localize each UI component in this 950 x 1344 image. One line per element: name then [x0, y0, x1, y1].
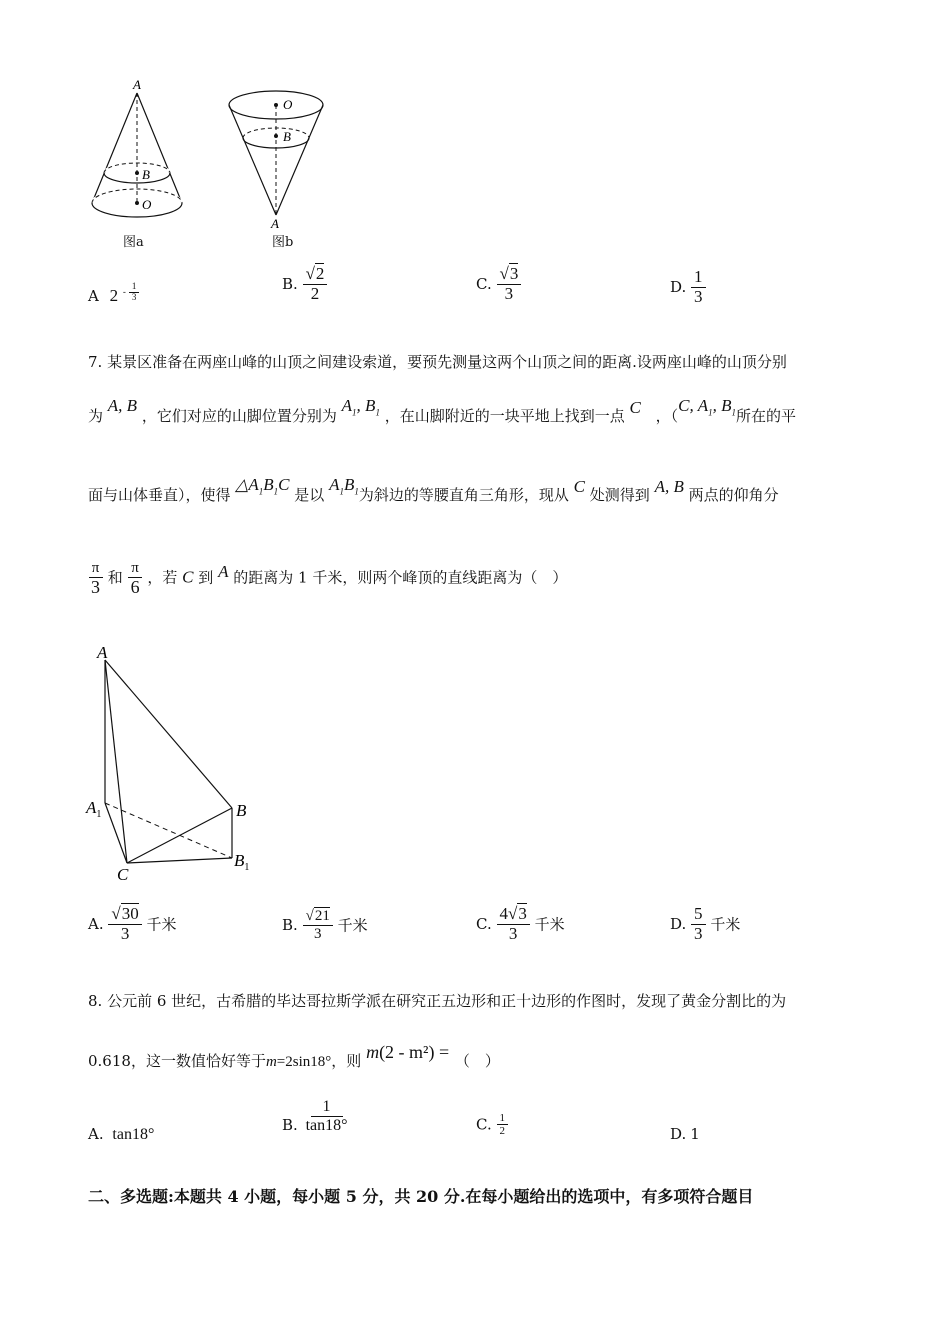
tet-label-A: A [97, 643, 108, 662]
option-label: C. [476, 275, 492, 294]
q7-line-1: 7. 某景区准备在两座山峰的山顶之间建设索道，要预先测量这两个山顶之间的距离.设两座山峰的山顶分别 [88, 353, 787, 371]
q7-option-d[interactable]: D. $\frac{5}{3}$ 千米 [670, 904, 741, 943]
fig-a-label-B: B [142, 167, 150, 182]
q6-option-d[interactable] [670, 268, 706, 306]
fig-a-label-A: A [133, 77, 141, 92]
option-b-num: 2 [315, 264, 325, 283]
option-a-exp-sign: - [122, 287, 126, 298]
fig-a-label-O: O [142, 197, 152, 212]
option-a-exp-den: 3 [131, 291, 137, 302]
q8-line-2: 0.618，这一数值恰好等于m=2sin18°，则 m(2 - m²) = （ ） [88, 1042, 500, 1070]
q7-line-2: 为 A, B ，它们对应的山脚位置分别为 $A_1$, $B_1$ ，在山脚附近的一块平地上找到一点 C ，（C, $A_1$, $B_1$所在的平 [88, 396, 796, 425]
option-label: D. [670, 278, 687, 297]
section-2-heading: 二、多选题:本题共 4 小题，每小题 5 分，共 20 分.在每小题给出的选项中，有多项符合题目 [88, 1187, 754, 1206]
option-b-den: 2 [310, 283, 320, 303]
q6-option-b[interactable]: B. $\frac{√2}{2}$ [282, 265, 327, 303]
q8-option-d[interactable]: D. 1 [670, 1125, 700, 1143]
figure-cone-a [80, 75, 200, 225]
figure-cone-b [222, 85, 332, 235]
q8-line-1: 8. 公元前 6 世纪，古希腊的毕达哥拉斯学派在研究正五边形和正十边形的作图时，发现了黄金分割比的为 [88, 992, 787, 1010]
option-d-den: 3 [694, 286, 703, 306]
option-d-num: 1 [691, 268, 706, 288]
option-label: B. [282, 275, 298, 294]
q7-option-b[interactable]: B. $\frac{√21}{3}$ 千米 [282, 908, 368, 942]
tet-label-C: C [117, 865, 129, 884]
q7-line-4: $\frac{\pi}{3}$ 和 $\frac{\pi}{6}$ ，若 C 到 A 的距离为 1 千米，则两个峰顶的直线距离为（ ） [88, 560, 567, 597]
q6-option-a[interactable] [88, 281, 139, 306]
q7-option-c[interactable]: C. $\frac{4√3}{3}$ 千米 [476, 904, 565, 943]
q7-C: C [629, 398, 641, 417]
tet-label-B: B [236, 801, 247, 820]
figure-tetrahedron [80, 638, 270, 888]
option-c-num: 3 [509, 264, 519, 283]
fig-b-label-A: A [271, 216, 279, 231]
fig-b-caption: 图b [272, 235, 294, 250]
q8-option-c[interactable]: C. $\frac{1}{2}$ [476, 1112, 508, 1137]
q7-line-3: 面与山体垂直），使得 $\triangle A_1B_1C$ 是以 $A_1B_1$为斜边的等腰直角三角形，现从 C 处测得到 A, B 两点的仰角分 [88, 475, 779, 504]
option-a-exp-num: 1 [129, 282, 140, 293]
option-a-base: 2 [109, 286, 119, 305]
fig-b-label-O: O [283, 97, 293, 112]
option-label: A [88, 287, 99, 305]
q6-option-c[interactable]: C. $\frac{√3}{3}$ [476, 265, 521, 303]
option-c-den: 3 [504, 283, 514, 303]
q7-AB: A, B [107, 396, 138, 415]
tet-label-B1: $B_1$ [234, 851, 250, 873]
q8-option-b[interactable]: B. $\frac{1}{\tan 18^\circ}$ [282, 1098, 348, 1135]
fig-a-caption: 图a [123, 235, 144, 250]
tet-label-A1: $A_1$ [86, 798, 102, 820]
q7-option-a[interactable]: A. $\frac{√30}{3}$ 千米 [88, 904, 177, 943]
q8-option-a[interactable]: A. tan18° [88, 1125, 155, 1143]
fig-b-label-B: B [283, 129, 291, 144]
